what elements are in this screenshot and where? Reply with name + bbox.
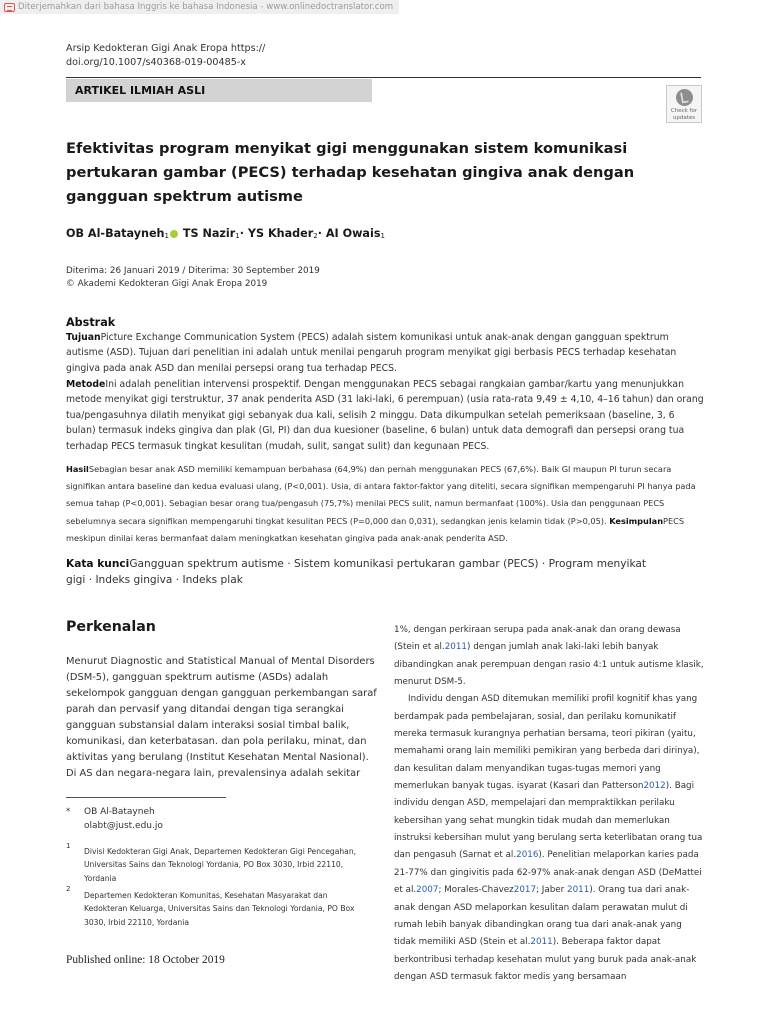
affiliation-1: Divisi Kedokteran Gigi Anak, Departemen Kedokteran Gigi Pencegahan, Universitas Sains dan Teknologi Yordania, PO Box 3030, Irbid 22110, Yordania (84, 847, 357, 883)
author-name[interactable]: TS Nazir (182, 227, 236, 240)
abstract-results-label: Hasil (66, 464, 89, 474)
abstract-results (66, 461, 706, 547)
check-for-updates-badge[interactable] (666, 85, 702, 123)
copyright: © Akademi Kedokteran Gigi Anak Eropa 2019 (66, 279, 268, 289)
citation-link[interactable]: 2011 (444, 642, 467, 653)
author-affiliation: 2 (313, 232, 318, 240)
author-affiliation: 1 (164, 232, 169, 240)
citation-link[interactable]: 2016 (516, 850, 539, 861)
text-run: ; Jaber (536, 885, 568, 896)
abstract-aim (66, 330, 706, 376)
corresponding-author (84, 805, 163, 833)
article-type-label: ARTIKEL ILMIAH ASLI (75, 84, 206, 97)
section-heading-introduction: Perkenalan (66, 619, 156, 635)
text-run: ) dengan jumlah anak laki-laki lebih banyak dibandingkan anak perempuan dengan rasio 4:1 untuk autisme klasik, menurut DSM-5. (394, 642, 704, 688)
received-accepted: Diterima: 26 Januari 2019 / Diterima: 30 September 2019 (66, 266, 320, 276)
corresponding-name: OB Al-Batayneh (84, 807, 155, 817)
text-run: ). Beberapa faktor dapat berkontribusi terhadap kesehatan mulut yang buruk pada anak-anak dengan ASD termasuk faktor medis yang bersamaan (394, 937, 697, 982)
translator-banner[interactable] (0, 0, 399, 14)
footnote-aff2-mark: 2 (66, 885, 71, 893)
abstract-methods-label: Metode (66, 379, 106, 390)
article-title: Efektivitas program menyikat gigi menggunakan sistem komunikasi pertukaran gambar (PECS) terhadap kesehatan gingiva anak dengan gangguan spektrum autisme (66, 140, 635, 205)
published-online: Published online: 18 October 2019 (66, 954, 225, 966)
keywords-label: Kata kunci (66, 558, 130, 570)
citation-link[interactable]: 2017 (513, 885, 537, 896)
text-run: ; Morales-Chavez (438, 885, 514, 896)
check-updates-icon (676, 89, 693, 106)
journal-name: Arsip Kedokteran Gigi Anak Eropa https:// (66, 43, 266, 54)
article-dates (66, 265, 320, 291)
abstract-conclusion-text: PECS meskipun dinilai keras bermanfaat dalam meningkatkan kesehatan gingiva pada anak-anak penderita ASD. (66, 515, 685, 543)
footnote-aff1-mark: 1 (66, 842, 71, 850)
author-separator: · (239, 227, 248, 240)
orcid-icon[interactable] (170, 230, 178, 238)
author-affiliation: 1 (235, 232, 240, 240)
abstract-aim-label: Tujuan (66, 332, 101, 343)
text-run: ). Penelitian melaporkan karies pada 21-77% dan gingivitis pada 62-97% anak-anak dengan ASD (DeMattei et al. (394, 850, 702, 896)
abstract-results-text: Sebagian besar anak ASD memiliki kemampuan berbahasa (64,9%) dan pernah menggunakan PECS (67,6%). Baik GI maupun PI turun secara signifikan antara baseline dan kedua evaluasi ulang, (P<0,001). Usia, di antara faktor-faktor yang diteliti, secara signifikan mempengaruhi PI hanya pada semua tahap (P<0,001). Sebagian besar orang tua/pengasuh (75,7%) menilai PECS sulit, namun bermanfaat (100%). Usia dan penggunaan PECS sebelumnya secara signifikan mempengaruhi tingkat kesulitan PECS (P=0,000 dan 0,031), sedangkan jenis kelamin tidak (P>0,05). (66, 464, 696, 526)
corresponding-email[interactable]: olabt@just.edu.jo (84, 821, 163, 831)
intro-left-text: Menurut Diagnostic and Statistical Manual of Mental Disorders (DSM-5), gangguan spektrum autisme (ASDs) adalah sekelompok gangguan dengan gangguan perkembangan saraf parah dan pervasif yang ditandai dengan tiga serangkai gangguan substansial dalam interaksi sosial timbal balik, komunikasi, dan keterbatasan. dan pola perilaku, minat, dan aktivitas yang berulang (Institut Kesehatan Mental Nasional). Di AS dan negara-negara lain, prevalensinya adalah sekitar (66, 656, 377, 779)
abstract-methods-text: Ini adalah penelitian intervensi prospektif. Dengan menggunakan PECS sebagai rangkaian gambar/kartu yang menunjukkan metode menyikat gigi terstruktur, 37 anak penderita ASD (31 laki-laki, 6 perempuan) (usia rata-rata 9,49 ± 4,10, 4–16 tahun) dan orang tua/pengasuhnya dilatih menyikat gigi sebanyak dua kali, selisih 2 minggu. Data dikumpulkan setelah pemeriksaan (baseline, 3, 6 bulan) termasuk indeks gingiva dan plak (GI, PI) dan dua kuesioner (baseline, 6 bulan) untuk data demografi dan persepsi orang tua terhadap PECS termasuk tingkat kesulitan (mudah, sulit, sangat sulit) dan kegunaan PECS. (66, 379, 704, 452)
footnote-rule (66, 797, 226, 798)
intro-right-paragraph-1 (394, 622, 704, 691)
abstract-heading: Abstrak (66, 316, 116, 329)
intro-right-paragraph-2 (394, 691, 704, 986)
text-run: Individu dengan ASD ditemukan memiliki profil kognitif khas yang berdampak pada pembelajaran, sosial, dan perilaku komunikatif mereka termasuk kurangnya perhatian bersama, teori pikiran (yaitu, memahami orang lain memiliki pemikiran yang berbeda dari dirinya), dan kesulitan dalam menyandikan tugas-tugas memori yang memerlukan banyak tugas. isyarat (Kasari dan Patterson (394, 694, 700, 792)
author-separator: · (317, 227, 326, 240)
text-run: 1%, dengan perkiraan serupa pada anak-anak dan orang dewasa (Stein et al. (394, 625, 681, 653)
doi-link[interactable]: doi.org/10.1007/s40368-019-00485-x (66, 57, 246, 68)
keywords (66, 556, 666, 589)
journal-info (66, 42, 265, 70)
intro-right-column (394, 622, 704, 986)
article-type-band (66, 79, 372, 102)
text-run: ). Orang tua dari anak-anak dengan ASD melaporkan kesulitan dalam perawatan mulut di rumah lebih banyak dibandingkan orang tua dari anak-anak yang tidak memiliki ASD (Stein et al. (394, 885, 690, 948)
text-run: ). Bagi individu dengan ASD, mempelajari dan mempraktikkan perilaku kebersihan yang sehat mungkin tidak mudah dan memerlukan instruksi kebersihan mulut yang berulang serta keterlibatan orang tua dan pengasuh (Sarnat et al. (394, 781, 703, 861)
keywords-text: Gangguan spektrum autisme · Sistem komunikasi pertukaran gambar (PECS) · Program menyikat gigi · Indeks gingiva · Indeks plak (66, 558, 647, 587)
citation-link[interactable]: 2007 (416, 885, 439, 896)
author-name[interactable]: OB Al-Batayneh (66, 227, 165, 240)
check-updates-label: Check for updates (670, 108, 698, 121)
citation-link[interactable]: 2012 (643, 781, 666, 792)
footnote-corr-mark: * (66, 806, 71, 816)
affiliation-2: Departemen Kedokteran Komunitas, Kesehatan Masyarakat dan Kedokteran Keluarga, Universitas Sains dan Teknologi Yordania, PO Box 3030, Irbid 22110, Yordania (84, 891, 355, 927)
author-affiliation: 1 (380, 232, 385, 240)
author-name[interactable]: YS Khader (247, 227, 314, 240)
translator-logo-icon (4, 3, 15, 12)
citation-link[interactable]: 2011 (567, 885, 590, 896)
author-name[interactable]: AI Owais (325, 227, 381, 240)
abstract-aim-text: Picture Exchange Communication System (PECS) adalah sistem komunikasi untuk anak-anak dengan gangguan spektrum autisme (ASD). Tujuan dari penelitian ini adalah untuk menilai pengaruh program menyikat gigi berbasis PECS terhadap kesehatan gingiva pada anak ASD dan menilai persepsi orang tua terhadap PECS. (66, 332, 677, 374)
header-rule (66, 77, 701, 78)
citation-link[interactable]: 2011 (530, 937, 553, 948)
translator-banner-text[interactable]: Diterjemahkan dari bahasa Inggris ke bahasa Indonesia - www.onlinedoctranslator.com (18, 2, 394, 12)
author-list (66, 227, 385, 240)
abstract-methods (66, 377, 706, 454)
abstract-conclusion-label: Kesimpulan (609, 515, 664, 526)
